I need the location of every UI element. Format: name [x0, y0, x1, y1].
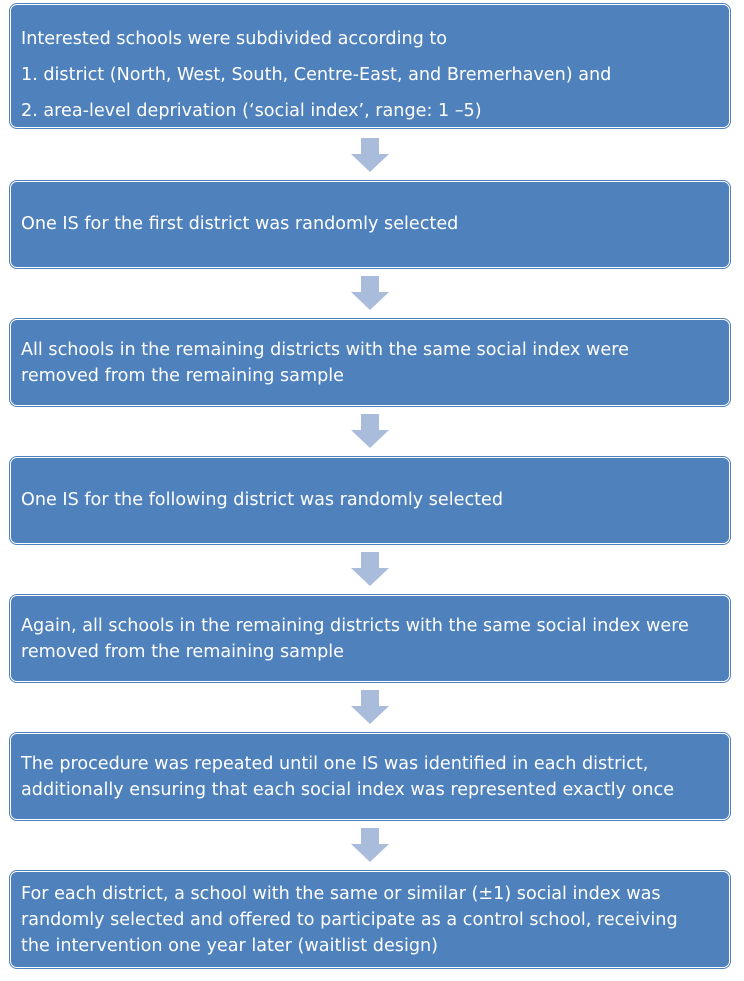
- step-7-line-3: the intervention one year later (waitlist design): [21, 935, 439, 956]
- step-7-line-2: randomly selected and offered to participate as a control school, receiving: [21, 909, 678, 930]
- flow-step-4: [10, 457, 730, 544]
- flow-step-3: [10, 319, 730, 406]
- step-1-line-2: 1. district (North, West, South, Centre-East, and Bremerhaven) and: [21, 65, 612, 85]
- step-3-line-2: removed from the remaining sample: [21, 365, 344, 386]
- down-arrow-icon: [351, 276, 389, 310]
- down-arrow-icon: [351, 828, 389, 862]
- down-arrow-icon: [351, 552, 389, 586]
- step-1-line-3: 2. area-level deprivation (‘social index’, range: 1 –5): [21, 101, 482, 121]
- step-5-line-1: Again, all schools in the remaining districts with the same social index were: [21, 615, 689, 636]
- down-arrow-icon: [351, 690, 389, 724]
- step-2-line-1: One IS for the first district was randomly selected: [21, 214, 459, 234]
- step-6-line-2: additionally ensuring that each social index was represented exactly once: [21, 779, 675, 800]
- flow-step-1: [10, 4, 730, 128]
- step-3-line-1: All schools in the remaining districts with the same social index were: [21, 339, 629, 360]
- flow-step-6: [10, 733, 730, 820]
- flow-step-7: [10, 871, 730, 968]
- down-arrow-icon: [351, 138, 389, 172]
- step-4-line-1: One IS for the following district was randomly selected: [21, 490, 504, 510]
- flow-step-2: [10, 181, 730, 268]
- flow-step-5: [10, 595, 730, 682]
- step-1-line-1: Interested schools were subdivided according to: [21, 29, 448, 49]
- step-7-line-1: For each district, a school with the same or similar (±1) social index was: [21, 883, 661, 904]
- step-6-line-1: The procedure was repeated until one IS was identified in each district,: [21, 753, 649, 774]
- step-5-line-2: removed from the remaining sample: [21, 641, 344, 662]
- down-arrow-icon: [351, 414, 389, 448]
